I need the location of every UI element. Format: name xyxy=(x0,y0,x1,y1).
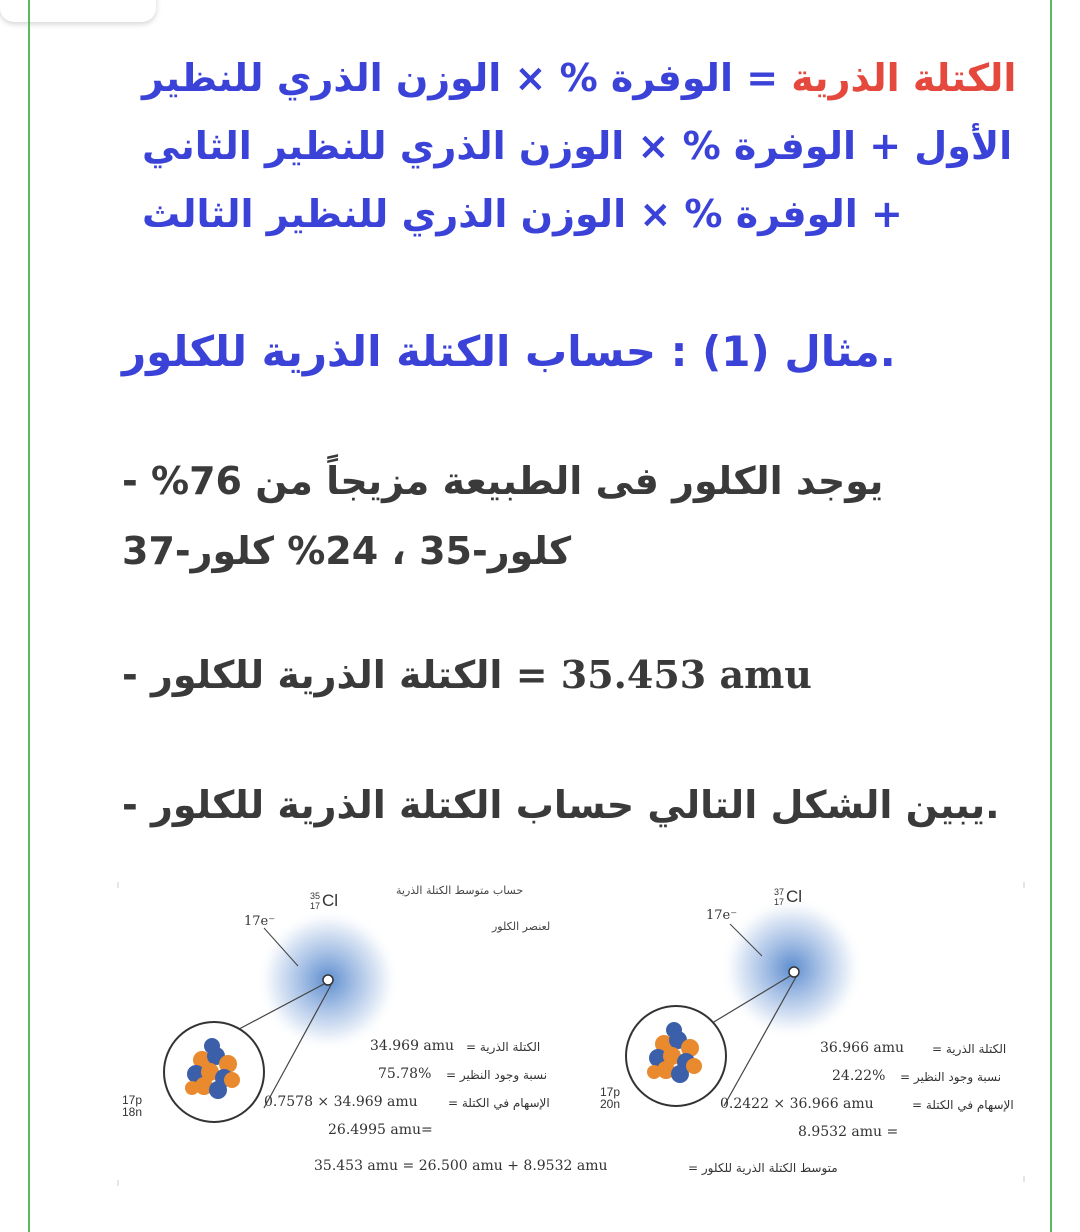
left-result: 26.4995 amu= xyxy=(328,1122,433,1138)
chlorine-mass-value: 35.453 amu xyxy=(560,652,812,697)
left-abundance-value: 75.78% xyxy=(378,1066,432,1082)
right-contribution-value: 0.2422 × 36.966 amu xyxy=(720,1096,874,1112)
chlorine-mixture-line: - يوجد الكلور فى الطبيعة مزيجاً من 76% كلور-35 ، 24% كلور-37 xyxy=(122,459,884,573)
left-neutrons: 18n xyxy=(122,1105,143,1119)
right-neutrons: 20n xyxy=(600,1097,621,1111)
example-title: مثال (1) : حساب الكتلة الذرية للكلور. xyxy=(122,327,896,376)
chlorine-isotopes-figure: حساب متوسط الكتلة الذرية لعنصر الكلور 35 17 Cl 17e⁻ 37 17 Cl 17e⁻ 17p 18n 17p 20n 34.969 amu الكتلة الذرية = 75.78% نسبة وجود النظير = 0.7578 × 34.969 amu الإسهام في الكتلة = 26.4995 amu= 36.966 amu الكتلة الذرية = 24.22% نسبة وجود النظير = 0.2422 × 36.966 amu الإسهام في الكتلة = 8.9532 amu = 35.453 amu = 26.500 amu + 8.9532 amu متوسط الكتلة الذرية للكلور = xyxy=(116,880,1026,1186)
figure-caption-line2: لعنصر الكلور xyxy=(492,920,551,933)
left-mass-label: الكتلة الذرية = xyxy=(466,1040,541,1054)
formula-rest: = الوفرة % × الوزن الذري للنظير الأول + الوفرة % × الوزن الذري للنظير الثاني + الوفرة % × الوزن الذري للنظير الثالث xyxy=(142,56,1013,236)
right-abundance-label: نسبة وجود النظير = xyxy=(900,1070,1002,1084)
left-contribution-label: الإسهام في الكتلة = xyxy=(448,1096,550,1110)
right-protons: 17p xyxy=(600,1085,621,1099)
right-contribution-label: الإسهام في الكتلة = xyxy=(912,1098,1014,1112)
left-nucleus-dot xyxy=(323,975,333,985)
right-result: 8.9532 amu = xyxy=(798,1124,899,1140)
right-mass-label: الكتلة الذرية = xyxy=(932,1042,1007,1056)
figure-intro-line: - يبين الشكل التالي حساب الكتلة الذرية للكلور. xyxy=(122,783,1000,827)
right-abundance-value: 24.22% xyxy=(832,1068,886,1084)
left-protons: 17p xyxy=(122,1093,143,1107)
right-mass-value: 36.966 amu xyxy=(820,1040,905,1056)
content-card xyxy=(28,0,1052,1232)
average-value: 35.453 amu = 26.500 amu + 8.9532 amu xyxy=(314,1158,608,1174)
left-abundance-label: نسبة وجود النظير = xyxy=(446,1068,548,1082)
average-label: متوسط الكتلة الذرية للكلور = xyxy=(688,1161,838,1175)
atomic-mass-formula xyxy=(142,44,1022,248)
right-electrons-label: 17e⁻ xyxy=(706,908,738,923)
figure-caption-line1: حساب متوسط الكتلة الذرية xyxy=(396,884,524,897)
left-electrons-label: 17e⁻ xyxy=(244,914,276,929)
formula-term: الكتلة الذرية xyxy=(791,56,1017,100)
chlorine-mass-line xyxy=(122,640,1022,710)
chlorine-mass-prefix: - الكتلة الذرية للكلور = xyxy=(122,653,561,697)
right-nucleus-dot xyxy=(789,967,799,977)
left-contribution-value: 0.7578 × 34.969 amu xyxy=(264,1094,418,1110)
